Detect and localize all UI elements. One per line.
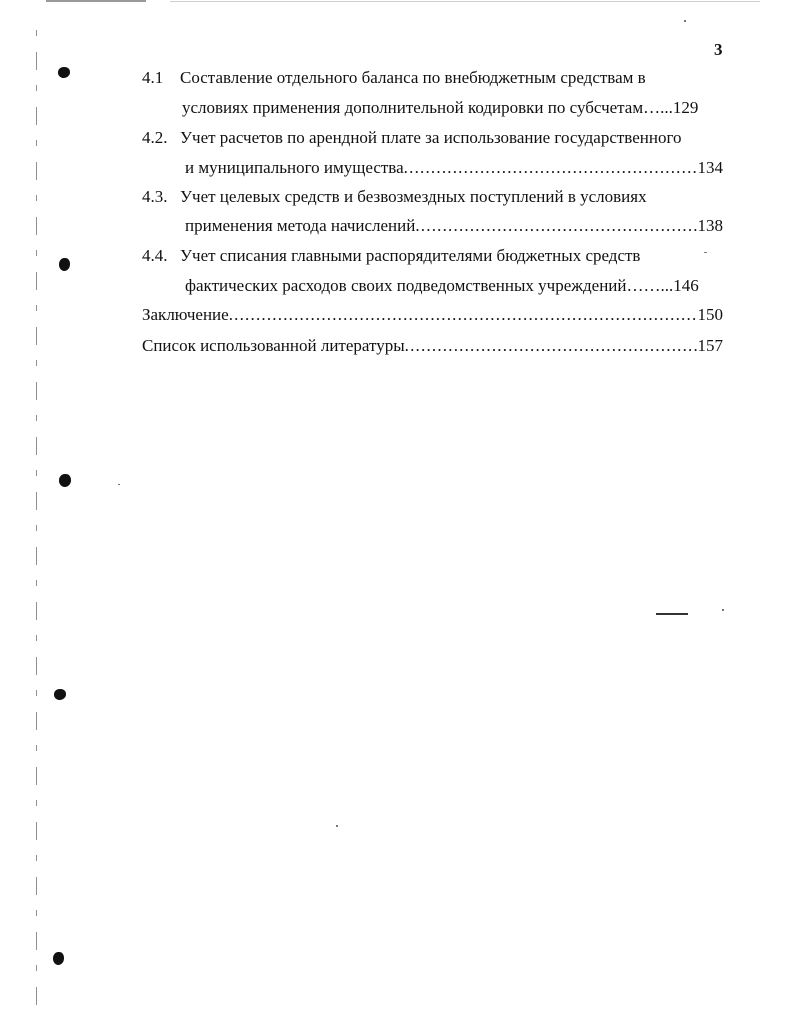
toc-entry-references: [142, 336, 723, 356]
toc-entry-text: Заключение: [142, 305, 229, 324]
toc-dot-leader: [404, 158, 698, 178]
scan-speck: [118, 484, 120, 485]
scan-speck: [336, 825, 338, 827]
toc-entry-number: 4.1: [142, 68, 164, 87]
toc-entry-page: 138: [697, 216, 723, 235]
toc-entry-4-3-title: [142, 187, 647, 207]
binding-margin-line: [36, 30, 37, 1020]
toc-entry-text: Список использованной литературы: [142, 336, 405, 355]
toc-entry-number: 4.2.: [142, 128, 168, 147]
punch-hole-mark: [54, 689, 66, 700]
toc-entry-page: 129: [672, 98, 699, 117]
toc-entry-number: 4.3.: [142, 187, 168, 206]
toc-entry-4-4-cont: [185, 276, 699, 296]
toc-dot-leader: [415, 216, 697, 236]
punch-hole-mark: [53, 952, 64, 965]
toc-entry-text: применения метода начислений: [185, 216, 416, 235]
toc-entry-4-1-title: [142, 68, 646, 88]
scan-dash-mark: [656, 613, 688, 615]
scan-top-edge: [46, 0, 146, 2]
toc-leader: …...: [643, 98, 673, 117]
scan-speck: [722, 609, 724, 611]
toc-entry-text: Учет списания главными распорядителями бюджетных средств: [180, 246, 641, 265]
toc-entry-text: условиях применения дополнительной кодировки по субсчетам: [182, 98, 644, 117]
toc-entry-text: Учет расчетов по арендной плате за использование государственного: [180, 128, 682, 147]
page-number: 3: [714, 40, 723, 59]
toc-entry-page: 146: [673, 276, 699, 295]
toc-entry-4-2-title: [142, 128, 682, 148]
toc-entry-text: фактических расходов своих подведомственных учреждений: [185, 276, 627, 295]
toc-entry-text: Учет целевых средств и безвозмездных поступлений в условиях: [180, 187, 647, 206]
scan-speck: [684, 20, 686, 22]
toc-leader: ……...: [626, 276, 674, 295]
toc-entry-page: 157: [697, 336, 723, 355]
toc-entry-4-1-cont: [182, 98, 698, 118]
punch-hole-mark: [59, 258, 70, 271]
punch-hole-mark: [59, 474, 71, 487]
toc-entry-4-4-title: [142, 246, 640, 266]
toc-dot-leader: [405, 336, 698, 356]
toc-dot-leader: [229, 305, 698, 325]
toc-entry-text: Составление отдельного баланса по внебюджетным средствам в: [180, 68, 646, 87]
punch-hole-mark: [58, 67, 70, 78]
toc-entry-page: 134: [697, 158, 723, 177]
toc-entry-page: 150: [697, 305, 723, 324]
toc-entry-text: и муниципального имущества: [185, 158, 404, 177]
toc-entry-conclusion: [142, 305, 723, 325]
scan-top-edge-faint: [170, 1, 760, 2]
toc-entry-number: 4.4.: [142, 246, 168, 265]
scan-speck: [704, 252, 707, 253]
toc-entry-4-2-cont: [185, 158, 723, 178]
toc-entry-4-3-cont: [185, 216, 723, 236]
